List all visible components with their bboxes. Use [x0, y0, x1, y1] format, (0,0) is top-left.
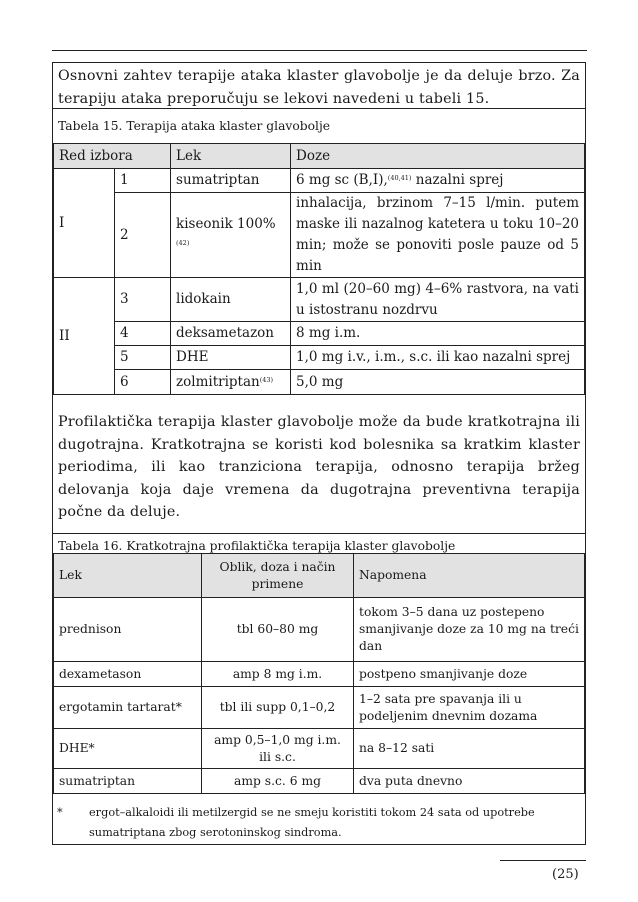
header-lek: Lek: [54, 554, 202, 598]
table15-caption: Tabela 15. Terapija ataka klaster glavobolje: [58, 119, 331, 133]
drug-name: prednison: [54, 598, 202, 662]
header-oblik-doza: Oblik, doza i način primene: [202, 554, 354, 598]
dose-cell: 1,0 mg i.v., i.m., s.c. ili kao nazalni sprej: [291, 346, 585, 370]
table16-caption: Tabela 16. Kratkotrajna profilaktička terapija klaster glavobolje: [53, 533, 585, 555]
drug-name: DHE: [171, 346, 291, 370]
header-red-izbora: Red izbora: [54, 144, 171, 169]
table-row: [54, 769, 585, 794]
form-dose: tbl ili supp 0,1–0,2: [202, 687, 354, 729]
table-row: [54, 322, 585, 346]
row-number: 2: [115, 193, 171, 278]
note: postpeno smanjivanje doze: [354, 662, 585, 687]
page-number: (25): [552, 867, 579, 882]
dose-cell: 8 mg i.m.: [291, 322, 585, 346]
header-lek: Lek: [171, 144, 291, 169]
note: 1–2 sata pre spavanja ili u podeljenim dnevnim dozama: [354, 687, 585, 729]
table-row: [54, 370, 585, 395]
table15: [53, 143, 585, 395]
form-dose: amp 0,5–1,0 mg i.m. ili s.c.: [202, 729, 354, 769]
table-row: [54, 729, 585, 769]
row-number: 5: [115, 346, 171, 370]
row-number: 6: [115, 370, 171, 395]
page-number-rule: [500, 860, 586, 861]
row-number: 4: [115, 322, 171, 346]
table-row: [54, 169, 585, 193]
note: tokom 3–5 dana uz postepeno smanjivanje doze za 10 mg na treći dan: [354, 598, 585, 662]
footnote: [53, 803, 585, 843]
table15-header-row: [54, 144, 585, 169]
drug-name: deksametazon: [171, 322, 291, 346]
group-label-i: I: [54, 169, 115, 278]
table-row: [54, 346, 585, 370]
content-frame: [52, 62, 586, 845]
table16: [53, 553, 585, 794]
drug-name: dexametason: [54, 662, 202, 687]
note: na 8–12 sati: [354, 729, 585, 769]
form-dose: amp s.c. 6 mg: [202, 769, 354, 794]
drug-name: zolmitriptan$^{(43)}$: [171, 370, 291, 395]
table-row: [54, 598, 585, 662]
footnote-line1: ergot–alkaloidi ili metilzergid se ne smeju koristiti tokom 24 sata od upotrebe: [89, 806, 535, 819]
row-number: 1: [115, 169, 171, 193]
form-dose: tbl 60–80 mg: [202, 598, 354, 662]
drug-name: ergotamin tartarat*: [54, 687, 202, 729]
group-label-ii: II: [54, 278, 115, 395]
header-doze: Doze: [291, 144, 585, 169]
dose-cell: 5,0 mg: [291, 370, 585, 395]
table16-header-row: [54, 554, 585, 598]
table-row: [54, 662, 585, 687]
drug-name: sumatriptan: [171, 169, 291, 193]
table-row: [54, 193, 585, 278]
footnote-marker: *: [57, 806, 63, 819]
dose-cell: 1,0 ml (20–60 mg) 4–6% rastvora, na vati u istostranu nozdrvu: [291, 278, 585, 322]
drug-name: lidokain: [171, 278, 291, 322]
form-dose: amp 8 mg i.m.: [202, 662, 354, 687]
dose-cell: inhalacija, brzinom 7–15 l/min. putem maske ili nazalnog katetera u toku 10–20 min; može se ponoviti posle pauze od 5 min: [291, 193, 585, 278]
top-rule: [52, 50, 587, 51]
table-row: [54, 278, 585, 322]
intro-paragraph: Osnovni zahtev terapije ataka klaster glavobolje je da deluje brzo. Za terapiju ataka preporučuju se lekovi navedeni u tabeli 15.: [53, 63, 585, 109]
header-napomena: Napomena: [354, 554, 585, 598]
note: dva puta dnevno: [354, 769, 585, 794]
dose-cell: 6 mg sc (B,I),$^{(40,41)}$ nazalni sprej: [291, 169, 585, 193]
drug-name: DHE*: [54, 729, 202, 769]
row-number: 3: [115, 278, 171, 322]
drug-name: kiseonik 100%$^{(42)}$: [171, 193, 291, 278]
footnote-line2: sumatriptana zbog serotoninskog sindroma.: [89, 826, 342, 839]
prophylaxis-paragraph: Profilaktička terapija klaster glavobolje može da bude kratkotrajna ili dugotrajna. Kratkotrajna se koristi kod bolesnika sa kratkim klaster periodima, ili kao tranziciona terapija, odnosno terapija bržeg delovanja koja daje vremena da dugotrajna preventivna terapija počne da deluje.: [58, 414, 580, 520]
drug-name: sumatriptan: [54, 769, 202, 794]
table-row: [54, 687, 585, 729]
